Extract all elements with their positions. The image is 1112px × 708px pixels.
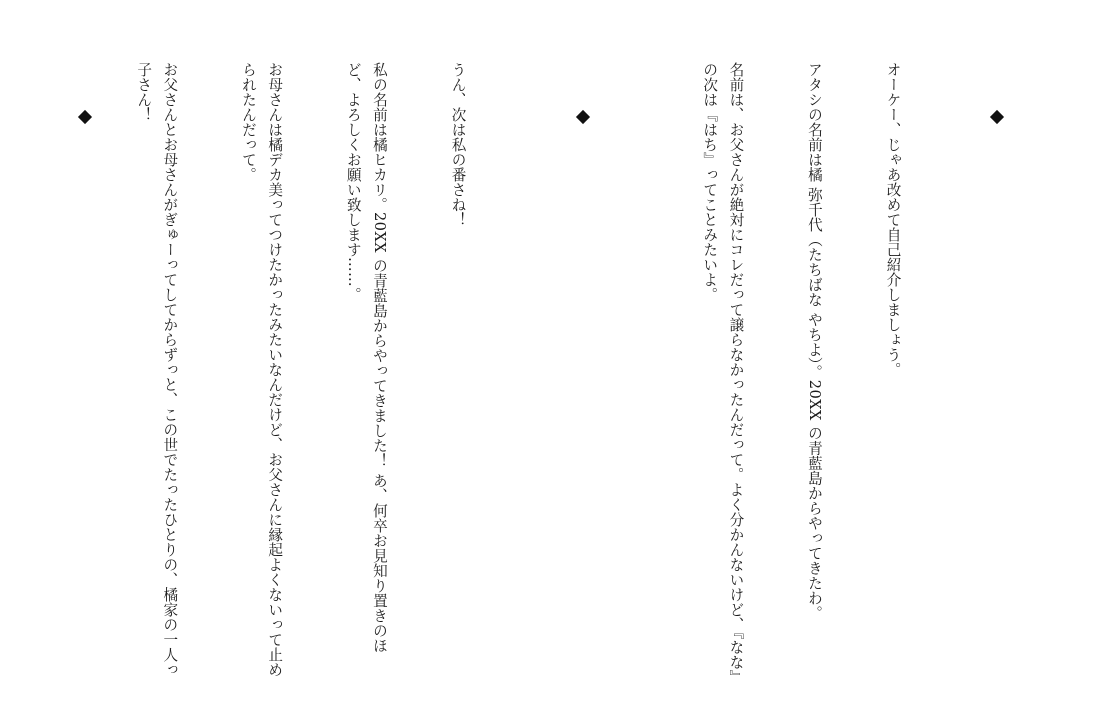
paragraph: 私の名前は橘ヒカリ。20XX の青藍島からやってきました！ あ、何卒お見知り置きのほど、よろしくお願い致します……。 — [344, 62, 388, 654]
section-marker-diamond — [78, 110, 92, 124]
paragraph: お父さんとお母さんがぎゅーってしてからずっと、この世でたったひとりの、橘家の一人っ子さん！ — [135, 62, 179, 677]
paragraph: アタシの名前は橘 弥千代（たちばな やちよ）。20XX の青藍島からやってきたわ。 — [805, 62, 823, 621]
hikari-introduction — [128, 62, 523, 682]
section-marker-diamond — [990, 110, 1004, 124]
paragraph: お母さんは橘デカ美ってつけたかったみたいなんだけど、お父さんに縁起よくないって止められたんだって。 — [239, 62, 284, 677]
yachiyo-introduction — [648, 62, 958, 682]
paragraph: うん、次は私の番さね！ — [449, 62, 467, 227]
paragraph: オーケー、じゃあ改めて自己紹介しましょう。 — [884, 62, 902, 377]
paragraph: 名前は、お父さんが絶対にコレだって譲らなかったんだって。よく分かんないけど、『なな』の次は『はち』ってことみたいよ。 — [701, 62, 745, 678]
section-marker-diamond — [576, 110, 590, 124]
